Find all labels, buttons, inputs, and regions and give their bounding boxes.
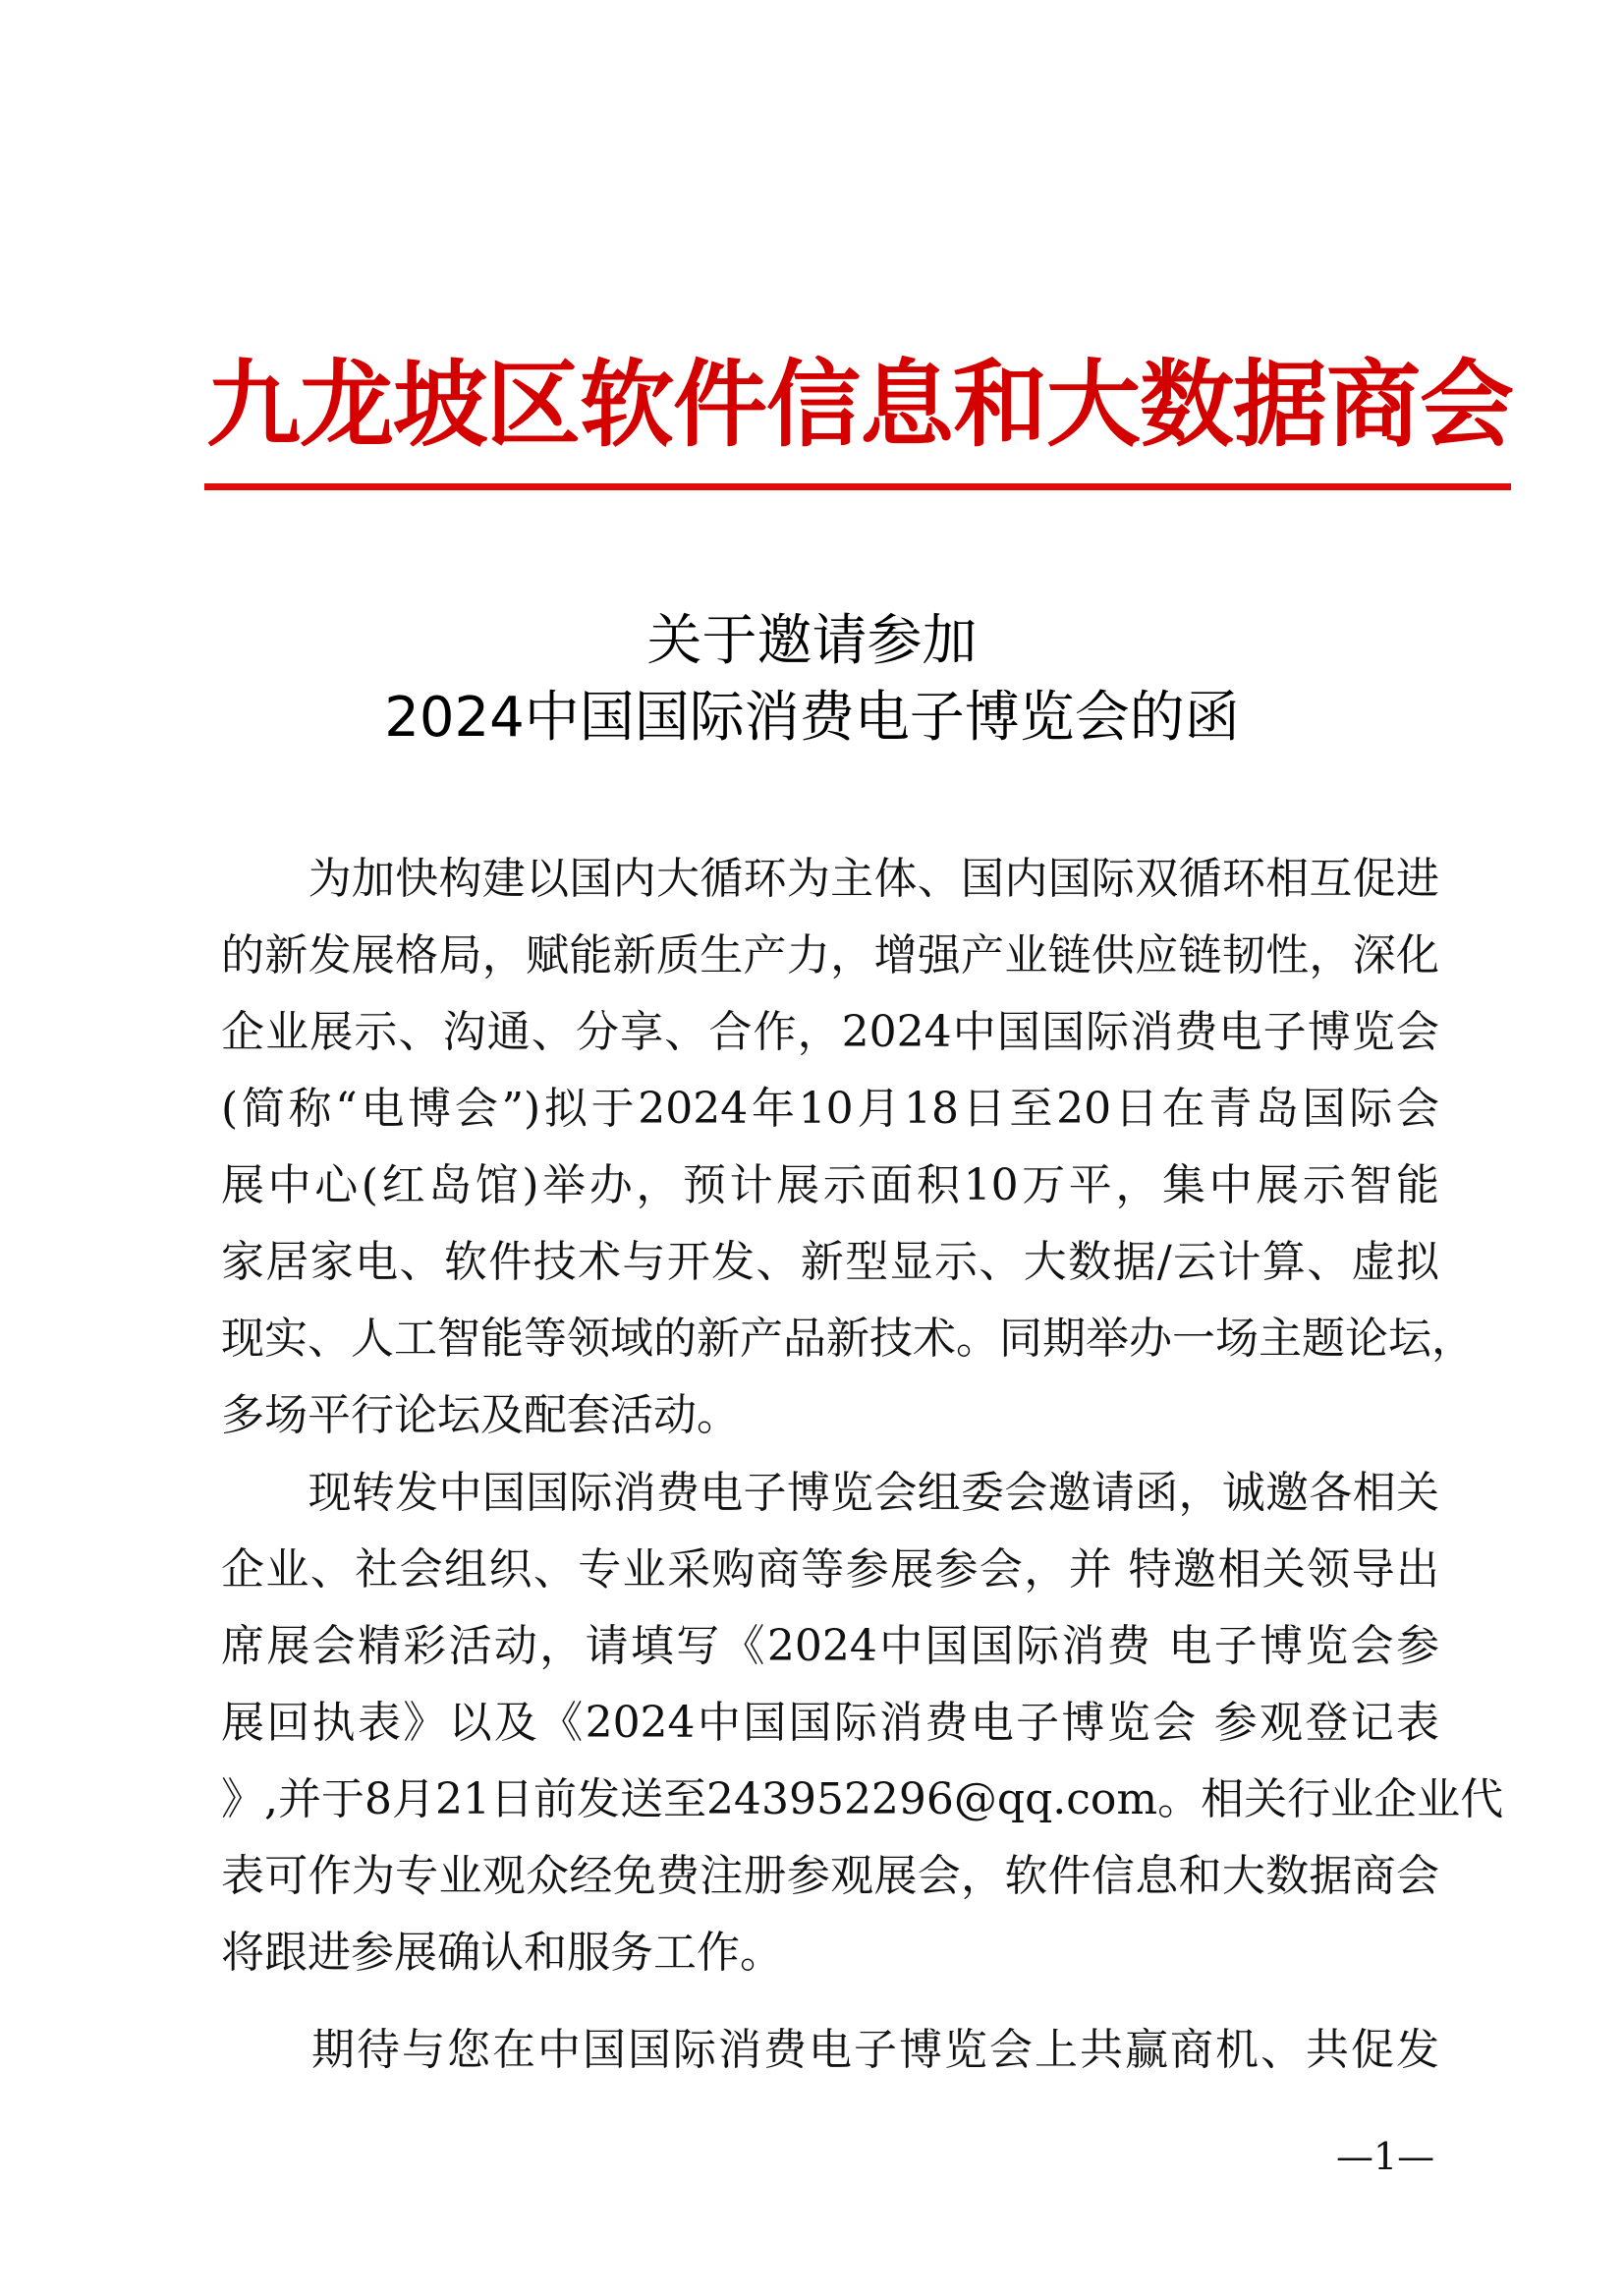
body-line: 家居家电、软件技术与开发、新型显示、大数据/云计算、虚拟 (221, 1237, 1439, 1287)
body-line: 》,并于8月21日前发送至243952296@qq.com。相关行业企业代 (221, 1774, 1504, 1824)
body-line: 现实、人工智能等领域的新产品新技术。同期举办一场主题论坛， (221, 1314, 1475, 1364)
body-line: 表可作为专业观众经免费注册参观展会，软件信息和大数据商会 (221, 1851, 1439, 1901)
document-title-line-2: 2024中国国际消费电子博览会的函 (384, 686, 1240, 750)
body-line: 为加快构建以国内大循环为主体、国内国际双循环相互促进 (221, 854, 1439, 904)
document-title-line-1: 关于邀请参加 (646, 609, 978, 673)
header-divider (204, 483, 1511, 490)
body-line: 企业、社会组织、专业采购商等参展参会，并 特邀相关领导出 (221, 1544, 1439, 1595)
body-line: 展回执表》以及《2024中国国际消费电子博览会 参观登记表 (221, 1698, 1439, 1748)
body-line: (简称“电博会”)拟于2024年10月18日至20日在青岛国际会 (221, 1084, 1439, 1134)
body-line: 多场平行论坛及配套活动。 (221, 1390, 740, 1440)
body-line: 期待与您在中国国际消费电子博览会上共赢商机、共促发 (221, 2025, 1439, 2075)
body-line: 企业展示、沟通、分享、合作，2024中国国际消费电子博览会 (221, 1007, 1439, 1057)
page-number: —1— (1336, 2135, 1435, 2178)
body-line: 将跟进参展确认和服务工作。 (221, 1928, 783, 1978)
body-line: 的新发展格局，赋能新质生产力，增强产业链供应链韧性，深化 (221, 930, 1439, 980)
body-line: 席展会精彩活动，请填写《2024中国国际消费 电子博览会参 (221, 1621, 1439, 1671)
body-line: 现转发中国国际消费电子博览会组委会邀请函，诚邀各相关 (221, 1468, 1439, 1518)
body-line: 展中心(红岛馆)举办，预计展示面积10万平，集中展示智能 (221, 1160, 1439, 1210)
organization-header: 九龙坡区软件信息和大数据商会 (206, 350, 1513, 460)
